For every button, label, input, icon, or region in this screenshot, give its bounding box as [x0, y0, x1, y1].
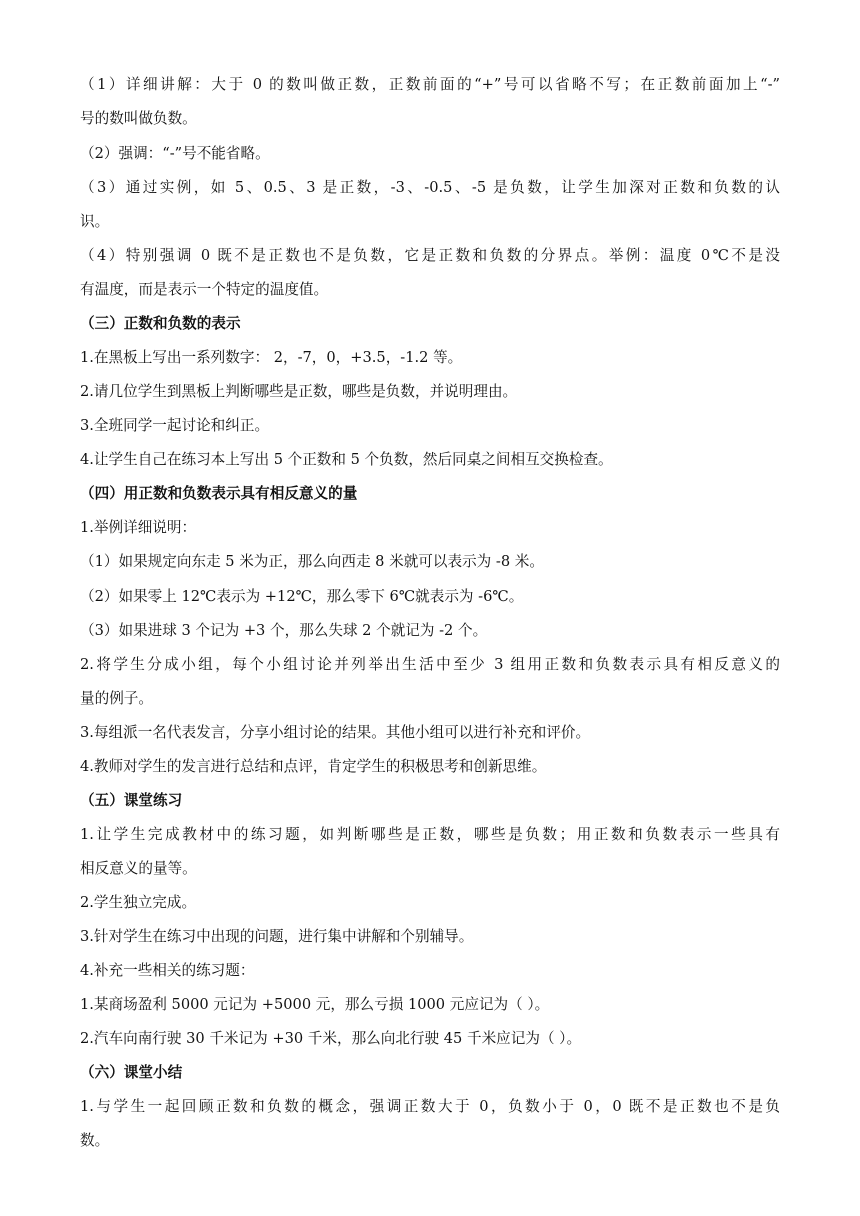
list-item: 4.补充一些相关的练习题： — [80, 962, 255, 979]
list-item: （1）如果规定向东走 5 米为正，那么向西走 8 米就可以表示为 -8 米。 — [80, 553, 544, 570]
para-3-line-2: 识。 — [80, 213, 110, 230]
list-item: 1.让学生完成教材中的练习题，如判断哪些是正数，哪些是负数；用正数和负数表示一些具有 — [80, 826, 780, 843]
para-1-line-1: （1）详细讲解：大于 0 的数叫做正数，正数前面的“+”号可以省略不写；在正数前面加上“-” — [80, 76, 780, 93]
section-heading-3: （三）正数和负数的表示 — [80, 315, 241, 332]
exercise-item: 1.某商场盈利 5000 元记为 +5000 元，那么亏损 1000 元应记为（ ）。 — [80, 996, 550, 1013]
list-item: 2.学生独立完成。 — [80, 894, 197, 911]
list-item: （3）如果进球 3 个记为 +3 个，那么失球 2 个就记为 -2 个。 — [80, 622, 488, 639]
list-item: （2）如果零上 12℃表示为 +12℃，那么零下 6℃就表示为 -6℃。 — [80, 588, 524, 605]
para-2: （2）强调：“-”号不能省略。 — [80, 145, 270, 162]
para-3-line-1: （3）通过实例，如 5、0.5、3 是正数，-3、-0.5、-5 是负数，让学生加深对正数和负数的认 — [80, 179, 780, 196]
list-item: 量的例子。 — [80, 690, 153, 707]
list-item: 2.将学生分成小组，每个小组讨论并列举出生活中至少 3 组用正数和负数表示具有相反意义的 — [80, 656, 780, 673]
list-item: 1.在黑板上写出一系列数字： 2，-7，0，+3.5，-1.2 等。 — [80, 349, 463, 366]
list-item: 3.全班同学一起讨论和纠正。 — [80, 417, 270, 434]
list-item: 3.针对学生在练习中出现的问题，进行集中讲解和个别辅导。 — [80, 928, 474, 945]
exercise-item: 2.汽车向南行驶 30 千米记为 +30 千米，那么向北行驶 45 千米应记为（ ）。 — [80, 1030, 582, 1047]
section-heading-6: （六）课堂小结 — [80, 1064, 183, 1081]
para-4-line-1: （4）特别强调 0 既不是正数也不是负数，它是正数和负数的分界点。举例：温度 0℃不是没 — [80, 247, 780, 264]
section-heading-5: （五）课堂练习 — [80, 792, 183, 809]
list-item: 相反意义的量等。 — [80, 860, 197, 877]
list-item: 4.教师对学生的发言进行总结和点评，肯定学生的积极思考和创新思维。 — [80, 758, 547, 775]
list-item: 数。 — [80, 1132, 110, 1149]
list-item: 4.让学生自己在练习本上写出 5 个正数和 5 个负数，然后同桌之间相互交换检查。 — [80, 451, 613, 468]
list-item: 3.每组派一名代表发言，分享小组讨论的结果。其他小组可以进行补充和评价。 — [80, 724, 591, 741]
para-4-line-2: 有温度，而是表示一个特定的温度值。 — [80, 281, 329, 298]
list-item: 1.举例详细说明： — [80, 519, 197, 536]
list-item: 2.请几位学生到黑板上判断哪些是正数，哪些是负数，并说明理由。 — [80, 383, 518, 400]
para-1-line-2: 号的数叫做负数。 — [80, 110, 197, 127]
section-heading-4: （四）用正数和负数表示具有相反意义的量 — [80, 485, 358, 502]
list-item: 1.与学生一起回顾正数和负数的概念，强调正数大于 0，负数小于 0，0 既不是正数也不是负 — [80, 1098, 780, 1115]
